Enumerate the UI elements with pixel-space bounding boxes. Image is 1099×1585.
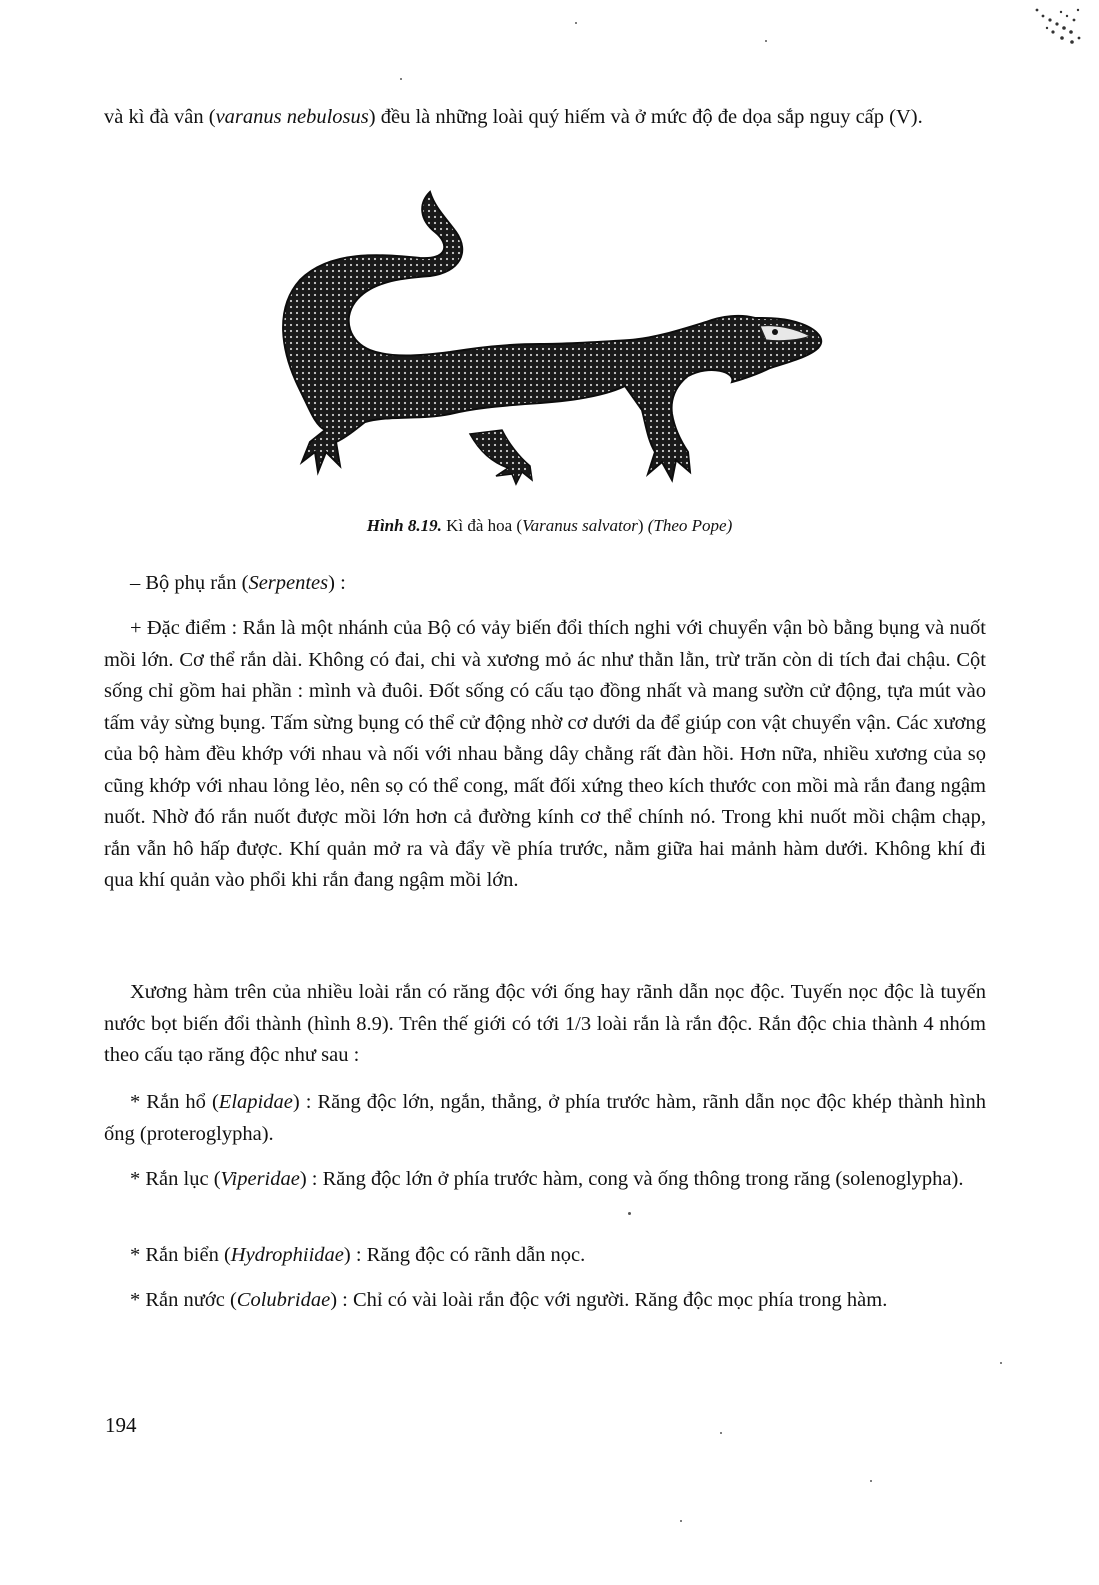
figure-caption xyxy=(0,516,1099,536)
scan-speck xyxy=(400,78,402,80)
figure-name-before: Kì đà hoa ( xyxy=(441,516,523,535)
scan-speck xyxy=(870,1480,872,1482)
group-text: ) : Răng độc lớn ở phía trước hàm, cong và ống thông trong răng (solenoglypha). xyxy=(299,1168,964,1190)
group-prefix: * Rắn biển ( xyxy=(130,1244,231,1266)
top-paragraph-lead: và kì đà vân ( xyxy=(104,106,216,128)
family-name: Elapidae xyxy=(218,1091,293,1113)
group-viperidae xyxy=(104,1164,986,1196)
group-prefix: * Rắn nước ( xyxy=(130,1289,237,1311)
group-elapidae xyxy=(104,1087,986,1150)
suborder-taxon: Serpentes xyxy=(248,572,329,594)
group-text: ) : Chỉ có vài loài rắn độc với người. Răng độc mọc phía trong hàm. xyxy=(330,1289,888,1311)
group-prefix: * Rắn lục ( xyxy=(130,1168,221,1190)
corner-stamp-icon xyxy=(1017,2,1087,57)
scan-speck xyxy=(720,1432,722,1434)
scan-speck xyxy=(575,22,577,24)
family-name: Colubridae xyxy=(236,1289,331,1311)
figure-label: Hình 8.19. xyxy=(366,516,442,535)
suborder-heading-prefix: – Bộ phụ rắn ( xyxy=(130,572,249,594)
fangs-paragraph: Xương hàm trên của nhiều loài rắn có răng độc với ống hay rãnh dẫn nọc độc. Tuyến nọc độc là tuyến nước bọt biến đổi thành (hình 8.9). Trên thế giới có tới 1/3 loài rắn là rắn độc. Rắn độc chia thành 4 nhóm theo cấu tạo răng độc như sau : xyxy=(104,981,986,1066)
family-name: Hydrophiidae xyxy=(230,1244,344,1266)
top-paragraph-tail: ) đều là những loài quý hiếm và ở mức độ đe dọa sắp nguy cấp (V). xyxy=(368,106,923,128)
family-name: Viperidae xyxy=(220,1168,300,1190)
group-hydrophiidae xyxy=(104,1240,986,1272)
figure-source: (Theo Pope) xyxy=(647,516,733,535)
scan-speck xyxy=(765,40,767,42)
suborder-heading-suffix: ) : xyxy=(328,572,346,594)
group-colubridae xyxy=(104,1285,986,1317)
scan-speck xyxy=(628,1212,631,1215)
scan-speck xyxy=(680,1520,682,1522)
group-text: ) : Răng độc có rãnh dẫn nọc. xyxy=(343,1244,586,1266)
scan-speck xyxy=(1000,1362,1002,1364)
suborder-heading xyxy=(104,568,986,600)
features-paragraph: + Đặc điểm : Rắn là một nhánh của Bộ có vảy biến đổi thích nghi với chuyển vận bò bằng bụng và nuốt mồi lớn. Cơ thể rắn dài. Không có đai, chi và xương mỏ ác như thằn lằn, trừ trăn còn di tích đai chậu. Cột sống chỉ gồm hai phần : mình và đuôi. Đốt sống có cấu tạo đồng nhất và mang sườn cử động, tựa mút vào tấm vảy sừng bụng. Tấm sừng bụng có thể cử động nhờ cơ dưới da để giúp con vật chuyển vận. Các xương của bộ hàm đều khớp với nhau và nối với nhau bằng dây chằng rất đàn hồi. Hơn nữa, nhiều xương của sọ cũng khớp với nhau lỏng lẻo, nên sọ có thể cong, mất đối xứng theo kích thước con mồi mà rắn đang ngậm nuốt. Nhờ đó rắn nuốt được mồi lớn hơn cả đường kính cơ thể chính nó. Trong khi nuốt mồi chậm chạp, rắn vẫn hô hấp được. Khí quản mở ra và đẩy về phía trước, nằm giữa hai mảnh hàm dưới. Không khí đi qua khí quản vào phổi khi rắn đang ngậm mồi lớn. xyxy=(104,617,986,891)
monitor-lizard-illustration xyxy=(270,190,825,490)
top-paragraph xyxy=(104,102,986,134)
page-number: 194 xyxy=(105,1413,137,1437)
group-text: ) : Răng độc lớn, ngắn, thẳng, ở phía trước hàm, rãnh dẫn nọc độc khép thành hình ống (proteroglypha). xyxy=(104,1091,986,1145)
figure-species: Varanus salvator xyxy=(522,516,638,535)
species-name: varanus nebulosus xyxy=(215,106,369,128)
group-prefix: * Rắn hổ ( xyxy=(130,1091,219,1113)
figure-name-after: ) xyxy=(637,516,648,535)
